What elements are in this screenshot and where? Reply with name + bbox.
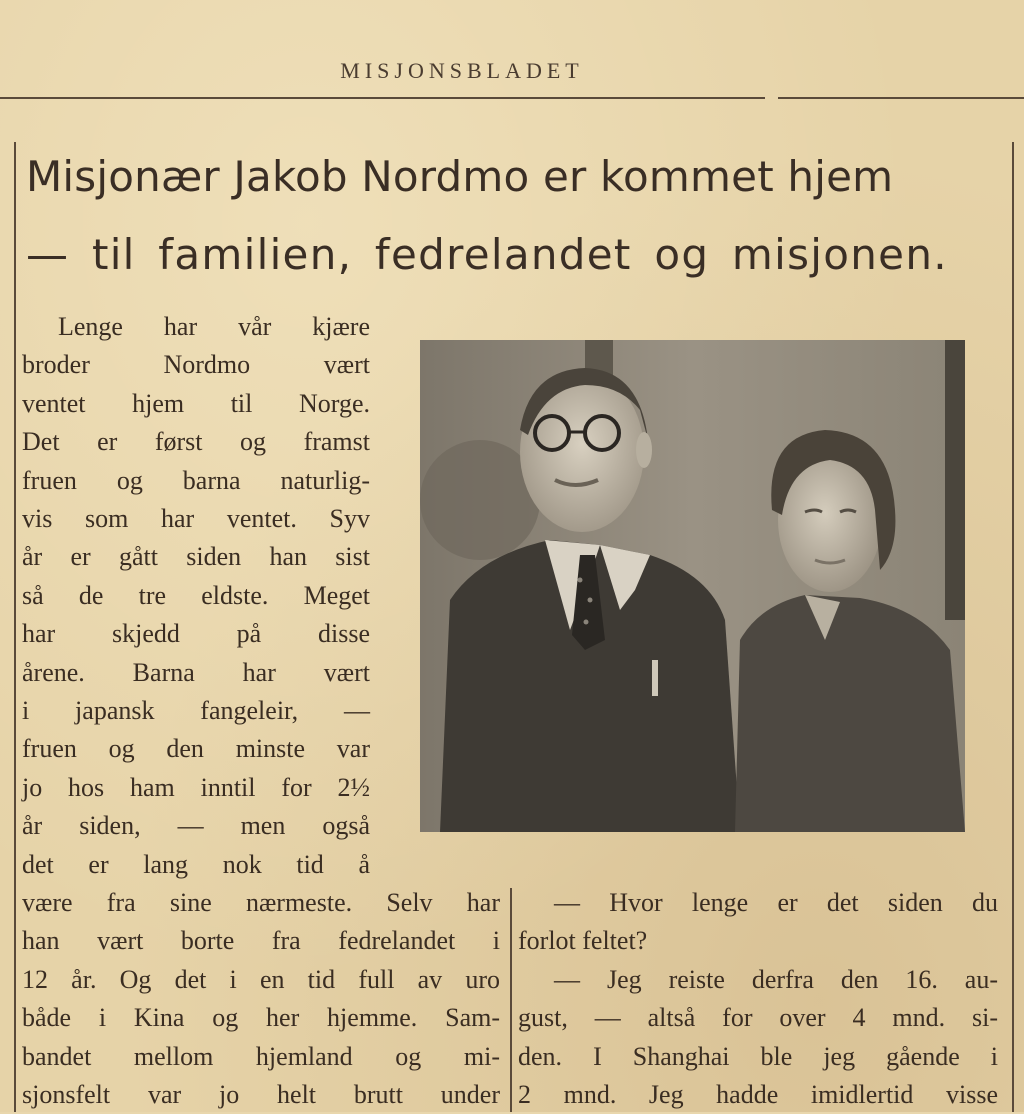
text-line: gust, — altså for over 4 mnd. si- <box>518 1003 998 1033</box>
text-line: Lenge har vår kjære <box>58 312 370 341</box>
article-column-bottom-left <box>22 884 500 1114</box>
column-rule-left <box>14 142 16 1112</box>
text-line: bandet mellom hjemland og mi- <box>22 1041 500 1071</box>
text-line: sjonsfelt var jo helt brutt under <box>22 1080 500 1110</box>
text-line: har skjedd på disse <box>22 619 370 649</box>
article-paragraph-1 <box>22 308 370 884</box>
text-line: år er gått siden han sist <box>22 542 370 572</box>
text-line: forlot feltet? <box>518 926 648 956</box>
text-line: årene. Barna har vært <box>22 657 370 687</box>
text-line: det er lang nok tid å <box>22 849 370 879</box>
text-line: — Jeg reiste derfra den 16. au- <box>554 964 998 994</box>
text-line: jo hos ham inntil for 2½ <box>22 772 370 802</box>
masthead-title: MISJONSBLADET <box>340 58 584 83</box>
masthead-rule-left <box>0 97 765 99</box>
headline-line-2: — til familien, fedrelandet og misjonen. <box>26 230 948 279</box>
article-column-left <box>22 308 370 884</box>
text-line: fruen og den minste var <box>22 734 370 764</box>
text-line: vis som har ventet. Syv <box>22 504 370 534</box>
headline-line-1: Misjonær Jakob Nordmo er kommet hjem <box>26 152 894 201</box>
text-line: Det er først og framst <box>22 427 370 457</box>
interview-paragraphs <box>518 884 998 1114</box>
text-line: både i Kina og her hjemme. Sam- <box>22 1003 500 1033</box>
text-line: ventet hjem til Norge. <box>22 388 370 418</box>
text-line: år siden, — men også <box>22 811 370 841</box>
masthead-rule-right <box>778 97 1024 99</box>
text-line: i japansk fangeleir, — <box>22 696 370 726</box>
text-line: han vært borte fra fedrelandet i <box>22 926 500 956</box>
portrait-photo-illustration <box>420 340 965 832</box>
column-rule-right <box>1012 142 1014 1112</box>
text-line: 12 år. Og det i en tid full av uro <box>22 964 500 994</box>
text-line: være fra sine nærmeste. Selv har <box>22 888 500 917</box>
text-line: — Hvor lenge er det siden du <box>554 888 998 917</box>
text-line: fruen og barna naturlig- <box>22 465 370 495</box>
text-line: broder Nordmo vært <box>22 350 370 380</box>
column-rule-middle <box>510 888 512 1112</box>
article-photo <box>420 340 965 832</box>
text-line: 2 mnd. Jeg hadde imidlertid visse <box>518 1080 998 1110</box>
text-line: så de tre eldste. Meget <box>22 580 370 610</box>
article-headline <box>26 138 1006 294</box>
article-paragraph-1-continued <box>22 884 500 1114</box>
article-column-bottom-right <box>518 884 998 1114</box>
masthead <box>0 58 1024 84</box>
text-line: den. I Shanghai ble jeg gående i <box>518 1041 998 1071</box>
